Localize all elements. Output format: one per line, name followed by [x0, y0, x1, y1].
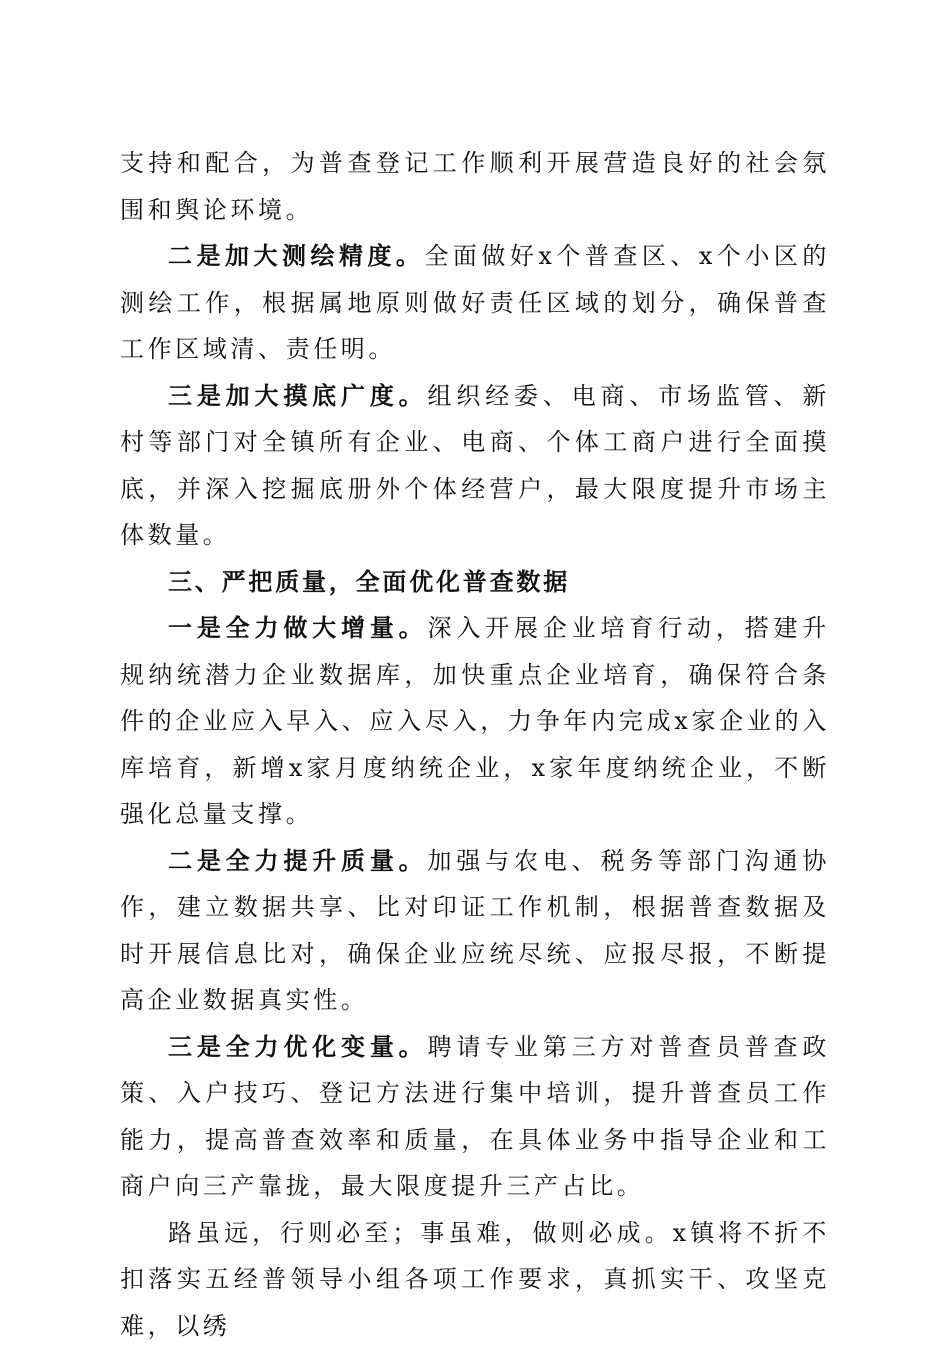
paragraph-survey-precision [120, 233, 830, 373]
paragraph-lead: 三是加大摸底广度。 [168, 382, 428, 410]
paragraph-text: 路虽远，行则必至；事虽难，做则必成。x镇将不折不扣落实五经普领导小组各项工作要求，真抓实干、攻坚克难，以绣 [120, 1219, 830, 1340]
paragraph-continuation [120, 140, 830, 233]
paragraph-lead: 二是全力提升质量。 [168, 847, 428, 875]
paragraph-text: 聘请专业第三方对普查员普查政策、入户技巧、登记方法进行集中培训，提升普查员工作能力，提高普查效率和质量，在具体业务中指导企业和工商户向三产靠拢，最大限度提升三产占比。 [120, 1033, 830, 1201]
paragraph-survey-breadth [120, 373, 830, 559]
paragraph-increase-volume [120, 605, 830, 838]
paragraph-improve-quality [120, 838, 830, 1024]
document-body [120, 140, 830, 1349]
paragraph-lead: 三是全力优化变量。 [168, 1033, 428, 1061]
paragraph-conclusion [120, 1210, 830, 1349]
section-heading: 三、严把质量，全面优化普查数据 [120, 559, 830, 606]
paragraph-text: 深入开展企业培育行动，搭建升规纳统潜力企业数据库，加快重点企业培育，确保符合条件的企业应入早入、应入尽入，力争年内完成x家企业的入库培育，新增x家月度纳统企业，x家年度纳统企业，不断强化总量支撑。 [120, 614, 830, 828]
paragraph-text: 支持和配合，为普查登记工作顺利开展营造良好的社会氛围和舆论环境。 [120, 149, 830, 224]
paragraph-optimize-variables [120, 1024, 830, 1210]
paragraph-lead: 二是加大测绘精度。 [168, 242, 424, 270]
paragraph-text: 组织经委、电商、市场监管、新村等部门对全镇所有企业、电商、个体工商户进行全面摸底，并深入挖掘底册外个体经营户，最大限度提升市场主体数量。 [120, 382, 830, 550]
paragraph-lead: 一是全力做大增量。 [168, 614, 428, 642]
paragraph-text: 全面做好x个普查区、x个小区的测绘工作，根据属地原则做好责任区域的划分，确保普查工作区域清、责任明。 [120, 242, 830, 363]
paragraph-text: 加强与农电、税务等部门沟通协作，建立数据共享、比对印证工作机制，根据普查数据及时开展信息比对，确保企业应统尽统、应报尽报，不断提高企业数据真实性。 [120, 847, 830, 1015]
